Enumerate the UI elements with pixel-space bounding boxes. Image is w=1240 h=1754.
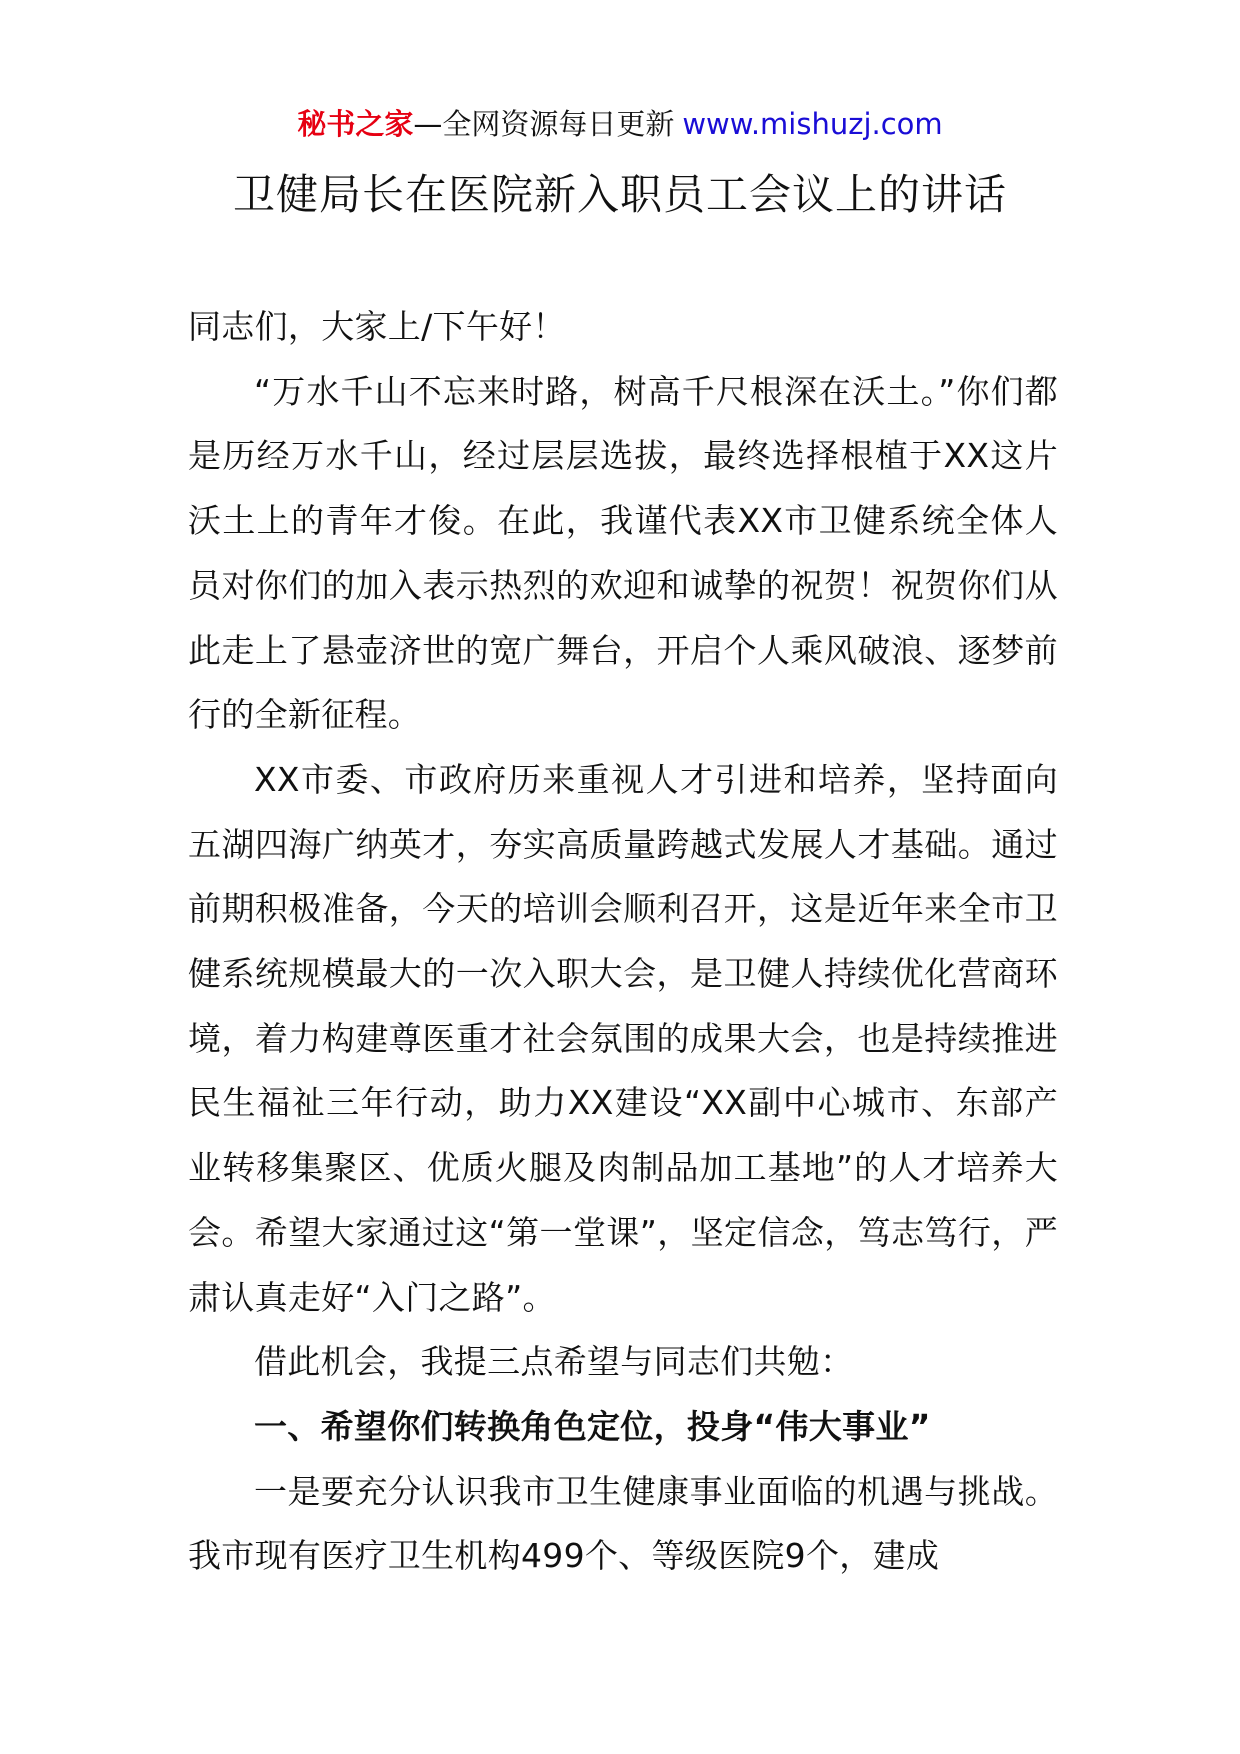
body-paragraph: “万水千山不忘来时路，树高千尺根深在沃土。”你们都是历经万水千山，经过层层选拔，最终选择根植于XX这片沃土上的青年才俊。在此，我谨代表XX市卫健系统全体人员对你们的加入表示热烈的欢迎和诚挚的祝贺！祝贺你们从此走上了悬壶济世的宽广舞台，开启个人乘风破浪、逐梦前行的全新征程。 xyxy=(188,371,1058,735)
site-slogan: —全网资源每日更新 xyxy=(413,107,675,141)
document-body xyxy=(188,295,1058,1589)
section-heading: 一、希望你们转换角色定位，投身“伟大事业” xyxy=(254,1406,931,1446)
body-paragraph: 借此机会，我提三点希望与同志们共勉： xyxy=(254,1342,854,1382)
body-paragraph: 一是要充分认识我市卫生健康事业面临的机遇与挑战。我市现有医疗卫生机构499个、等级医院9个，建成 xyxy=(188,1471,1058,1576)
body-paragraph: XX市委、市政府历来重视人才引进和培养，坚持面向五湖四海广纳英才，夯实高质量跨越式发展人才基础。通过前期积极准备，今天的培训会顺利召开，这是近年来全市卫健系统规模最大的一次入职大会，是卫健人持续优化营商环境，着力构建尊医重才社会氛围的成果大会，也是持续推进民生福祉三年行动，助力XX建设“XX副中心城市、东部产业转移集聚区、优质火腿及肉制品加工基地”的人才培养大会。希望大家通过这“第一堂课”，坚定信念，笃志笃行，严肃认真走好“入门之路”。 xyxy=(188,759,1058,1317)
site-url-link[interactable]: www.mishuzj.com xyxy=(682,107,943,141)
site-header xyxy=(0,104,1240,144)
document-title: 卫健局长在医院新入职员工会议上的讲话 xyxy=(232,170,1007,219)
site-brand: 秘书之家 xyxy=(297,107,414,141)
greeting-paragraph: 同志们，大家上/下午好！ xyxy=(188,307,566,346)
